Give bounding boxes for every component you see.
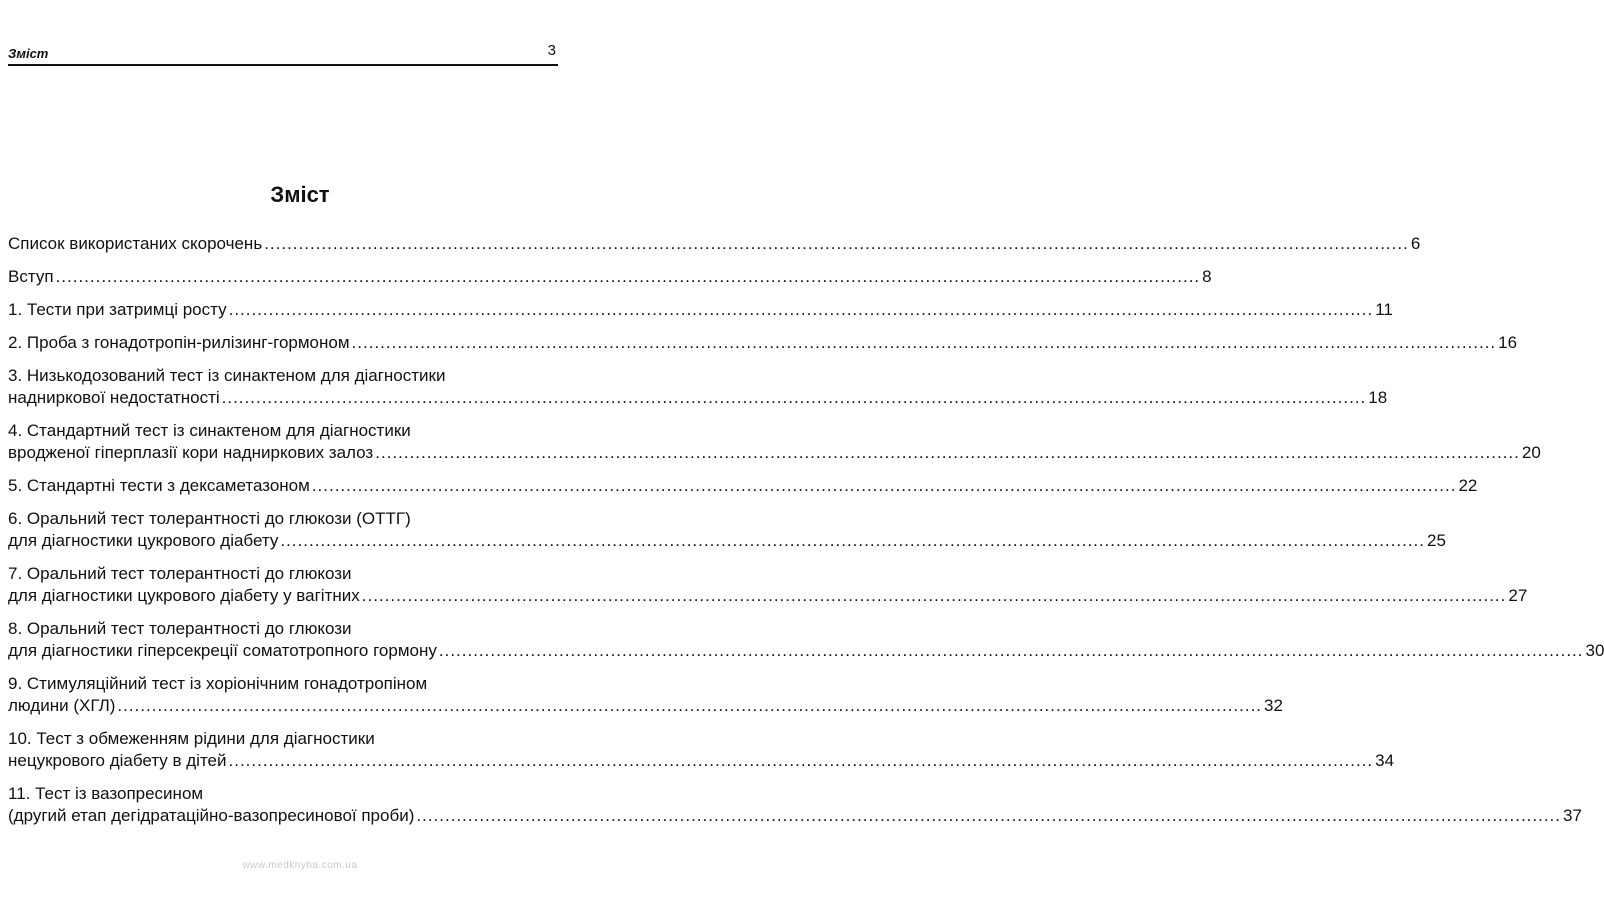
toc-entry-leader-line — [8, 475, 1478, 497]
toc-entry-page-number: 11 — [1375, 300, 1393, 319]
toc-entry — [8, 266, 1212, 288]
toc-entry-title-line: 11. Тест із вазопресином — [8, 784, 204, 803]
dot-leader: ........................................................................................................................................................................................................ — [264, 234, 1409, 253]
dot-leader: ........................................................................................................................................................................................................ — [55, 267, 1201, 286]
dot-leader: ........................................................................................................................................................................................................ — [228, 751, 1374, 770]
toc-entry-page-number: 30 — [1585, 641, 1604, 660]
toc-entry-leader-line — [8, 387, 1388, 409]
toc-entry-leader-line — [8, 585, 1528, 607]
dot-leader: ........................................................................................................................................................................................................ — [416, 806, 1562, 825]
toc-entry-title-line: для діагностики цукрового діабету у вагітних — [8, 586, 360, 605]
toc-entry — [8, 728, 1395, 772]
dot-leader: ........................................................................................................................................................................................................ — [438, 641, 1584, 660]
toc-entry-leader-line — [8, 442, 1541, 464]
toc-entry-title-line: вродженої гіперплазії кори надниркових залоз — [8, 443, 374, 462]
dot-leader: ........................................................................................................................................................................................................ — [361, 586, 1507, 605]
toc-entry-title-line: для діагностики цукрового діабету — [8, 531, 279, 550]
toc-entry-title-line: Список використаних скорочень — [8, 234, 263, 253]
header-page-number: 3 — [547, 42, 556, 59]
toc-entry-title-line: (другий етап дегідратаційно-вазопресинової проби) — [8, 806, 415, 825]
toc-entry-title-line: 3. Низькодозований тест із синактеном для діагностики — [8, 366, 446, 385]
toc-entry — [8, 618, 1604, 662]
toc-entry-leader-line — [8, 332, 1518, 354]
dot-leader: ........................................................................................................................................................................................................ — [280, 531, 1425, 550]
toc-entry-title-line: 10. Тест з обмеженням рідини для діагностики — [8, 729, 375, 748]
toc-entry-page-number: 37 — [1563, 806, 1582, 825]
toc-entry-leader-line — [8, 805, 1582, 827]
dot-leader: ........................................................................................................................................................................................................ — [311, 476, 1457, 495]
page-title: Зміст — [270, 182, 330, 207]
toc-entry-title-line: для діагностики гіперсекреції соматотропного гормону — [8, 641, 437, 660]
toc-entry-title-line: 6. Оральний тест толерантності до глюкози (ОТТГ) — [8, 509, 411, 528]
table-of-contents — [8, 233, 1604, 838]
toc-entry-title-line: Вступ — [8, 267, 54, 286]
toc-entry-page-number: 25 — [1427, 531, 1446, 550]
toc-entry-title-line: наднирковоï недостатності — [8, 388, 220, 407]
toc-entry-page-number: 27 — [1508, 586, 1528, 605]
toc-entry-leader-line — [8, 266, 1212, 288]
toc-entry-leader-line — [8, 695, 1283, 717]
toc-entry-title-line: 5. Стандартні тести з дексаметазоном — [8, 476, 310, 495]
dot-leader: ........................................................................................................................................................................................................ — [375, 443, 1520, 462]
toc-entry — [8, 673, 1283, 717]
toc-entry-leader-line — [8, 530, 1446, 552]
toc-entry-title-line: 9. Стимуляційний тест із хоріонічним гонадотропіном — [8, 674, 428, 693]
toc-entry-page-number: 22 — [1458, 476, 1478, 495]
running-header — [8, 42, 558, 66]
toc-entry-title-line: нецукрового діабету в дітей — [8, 751, 227, 770]
toc-entry-title-line: людини (ХГЛ) — [8, 696, 116, 715]
toc-entry-page-number: 8 — [1202, 267, 1212, 286]
toc-entry-page-number: 18 — [1368, 388, 1388, 407]
toc-entry-leader-line — [8, 233, 1421, 255]
toc-entry-title-line: 7. Оральний тест толерантності до глюкози — [8, 564, 352, 583]
dot-leader: ........................................................................................................................................................................................................ — [228, 300, 1374, 319]
toc-entry-title-line: 2. Проба з гонадотропін-рилізинг-гормоном — [8, 333, 350, 352]
toc-entry — [8, 508, 1446, 552]
toc-entry-page-number: 6 — [1410, 234, 1421, 253]
dot-leader: ........................................................................................................................................................................................................ — [351, 333, 1497, 352]
toc-entry-page-number: 34 — [1375, 751, 1395, 770]
toc-entry-leader-line — [8, 299, 1393, 321]
toc-entry — [8, 420, 1541, 464]
toc-entry — [8, 332, 1518, 354]
toc-entry — [8, 233, 1421, 255]
toc-entry-page-number: 20 — [1521, 443, 1541, 462]
toc-entry-title-line: 1. Тести при затримці росту — [8, 300, 227, 319]
toc-entry-leader-line — [8, 640, 1604, 662]
header-section-title: Зміст — [8, 46, 49, 61]
toc-entry-title-line: 4. Стандартний тест із синактеном для діагностики — [8, 421, 411, 440]
toc-entry-page-number: 16 — [1498, 333, 1518, 352]
watermark: www.medknyha.com.ua — [242, 860, 358, 871]
dot-leader: ........................................................................................................................................................................................................ — [221, 388, 1367, 407]
toc-entry-leader-line — [8, 750, 1395, 772]
toc-entry — [8, 783, 1582, 827]
toc-entry — [8, 475, 1478, 497]
toc-entry-title-line: 8. Оральний тест толерантності до глюкози — [8, 619, 352, 638]
toc-entry — [8, 365, 1388, 409]
toc-entry — [8, 299, 1393, 321]
toc-entry-page-number: 32 — [1264, 696, 1283, 715]
toc-entry — [8, 563, 1528, 607]
dot-leader: ........................................................................................................................................................................................................ — [117, 696, 1263, 715]
